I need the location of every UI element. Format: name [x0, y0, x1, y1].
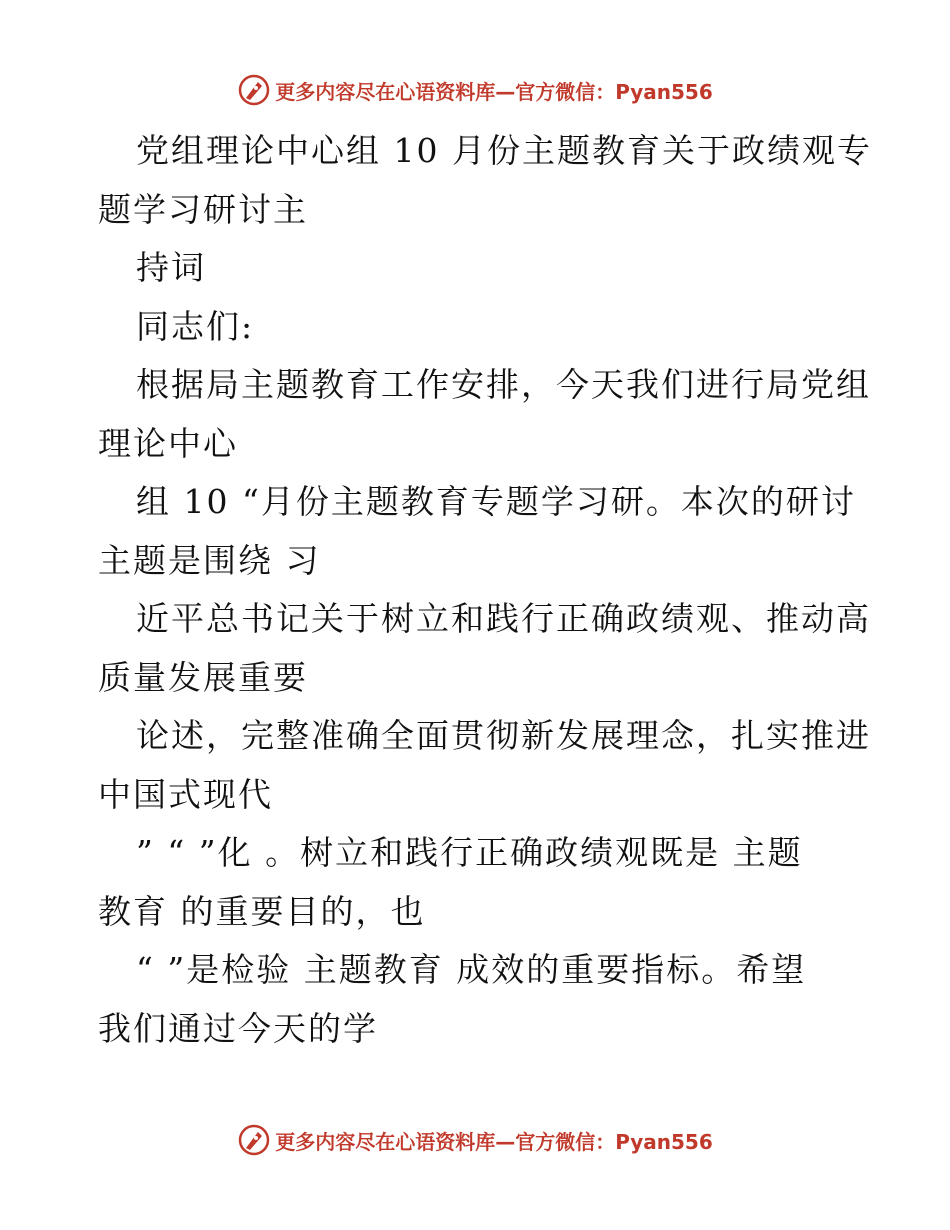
- header-banner-text: 更多内容尽在心语资料库—官方微信：Pyan556: [275, 79, 713, 104]
- body-line: ” “ ”化 。树立和践行正确政绩观既是 主题: [136, 833, 803, 872]
- body-line: 教育 的重要目的，也: [98, 891, 426, 931]
- body-line: 题学习研讨主: [98, 189, 308, 229]
- header-banner: [0, 70, 950, 110]
- body-line: 组 10 “月份主题教育专题学习研。本次的研讨: [136, 482, 856, 521]
- body-line: 根据局主题教育工作安排，今天我们进行局党组: [136, 365, 871, 404]
- body-line: “ ”是检验 主题教育 成效的重要指标。希望: [136, 950, 807, 989]
- body-line: 近平总书记关于树立和践行正确政绩观、推动高: [136, 599, 871, 638]
- body-line: 主题是围绕 习: [98, 540, 321, 580]
- document-body: [98, 122, 872, 1058]
- body-line: 我们通过今天的学: [98, 1008, 378, 1048]
- body-line: 中国式现代: [98, 774, 273, 814]
- body-line: 质量发展重要: [98, 657, 308, 697]
- body-line: 党组理论中心组 10 月份主题教育关于政绩观专: [136, 131, 872, 170]
- body-line: 同志们:: [136, 306, 255, 346]
- body-line: 论述，完整准确全面贯彻新发展理念，扎实推进: [136, 716, 871, 755]
- pen-nib-logo-icon: [237, 73, 271, 107]
- body-line: 理论中心: [98, 423, 238, 463]
- footer-banner: [0, 1120, 950, 1160]
- footer-banner-text: 更多内容尽在心语资料库—官方微信：Pyan556: [275, 1129, 713, 1154]
- pen-nib-logo-icon: [237, 1123, 271, 1157]
- body-line: 持词: [136, 248, 206, 287]
